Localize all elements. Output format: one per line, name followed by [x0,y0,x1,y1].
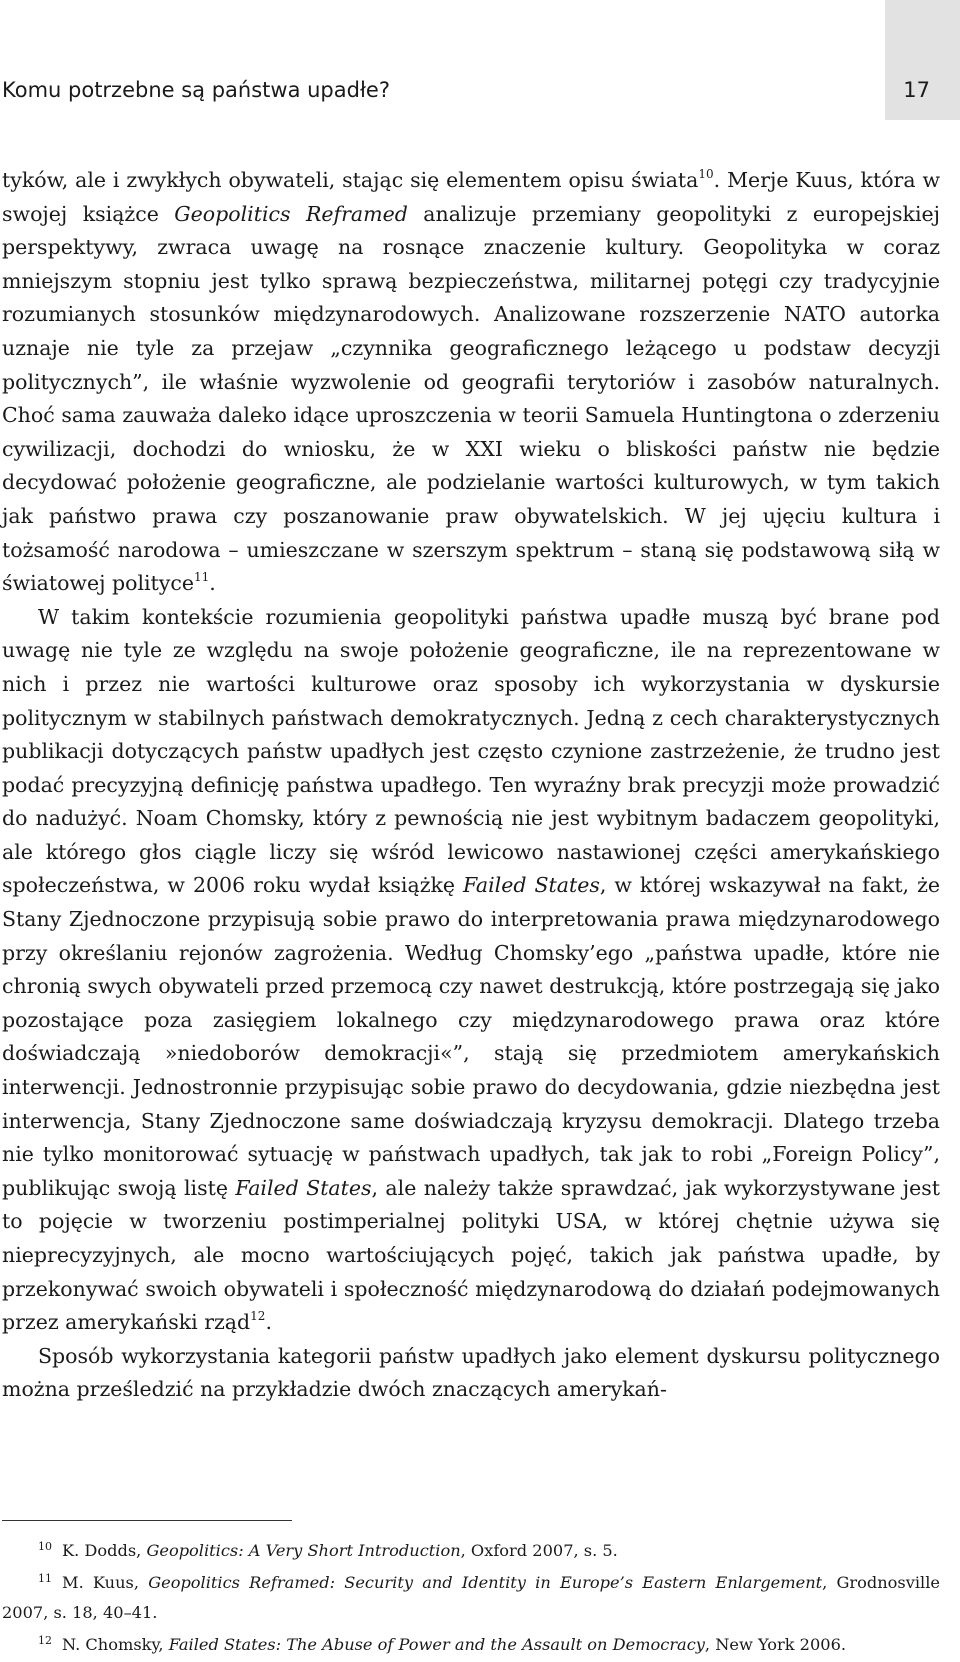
text-run: K. Dodds, [62,1541,147,1560]
footnote-ref[interactable]: 10 [698,167,714,181]
footnote [2,1536,940,1566]
paragraph [2,601,940,1340]
footnote-number: 11 [38,1572,52,1585]
footnote-ref[interactable]: 12 [250,1309,266,1324]
footnote-number: 12 [38,1634,52,1647]
text-run: analizuje przemiany geopolityki z europejskiej perspektywy, zwraca uwagę na rosnące znaczenie kultury. Geopolityka w coraz mniejszym stopniu jest tylko sprawą bezpieczeństwa, militarnej potęgi czy tradycyjnie rozumianych stosunków międzynarodowych. Analizowane rozszerzenie NATO autorka uznaje nie tyle za przejaw „czynnika geograficznego leżącego u podstaw decyzji politycznych”, ile właśnie wyzwolenie od geografii terytoriów i zasobów naturalnych. Choć sama zauważa daleko idące uproszczenia w teorii Samuela Huntingtona o zderzeniu cywilizacji, dochodzi do wniosku, że w XXI wieku o bliskości państw nie będzie decydować położenie geograficzne, ale podzielanie wartości kulturowych, w tym takich jak państwo prawa czy poszanowanie praw obywatelskich. W jej ujęciu kultura i tożsamość narodowa – umieszczane w szerszym spektrum – staną się podstawową siłą w światowej polityce [2,201,941,596]
footnote-ref[interactable]: 11 [194,570,210,585]
footnote-number: 10 [38,1540,52,1553]
text-run: N. Chomsky, [62,1635,169,1654]
text-run: , Grodnosville 2007, s. 18, 40–41. [2,1573,940,1622]
text-run: . Merje Kuus, która w swojej książce [2,168,940,226]
text-run: W takim kontekście rozumienia geopolityki państwa upadłe muszą być brane pod uwagę nie tyle ze względu na swoje położenie geograficzne, ile na reprezentowane w nich i przez nie wartości kulturowe oraz sposoby ich wykorzystania w dyskursie politycznym w stabilnych państwach demokratycznych. Jedną z cech charakterystycznych publikacji dotyczących państw upadłych jest często czynione zastrzeżenie, że trudno jest podać precyzyjną definicję państwa upadłego. Ten wyraźny brak precyzji może prowadzić do nadużyć. Noam Chomsky, który z pewnością nie jest wybitnym badaczem geopolityki, ale którego głos ciągle liczy się wśród lewicowo nastawionej części amerykańskiego społeczeństwa, w 2006 roku wydał książkę [2,604,940,898]
running-title: Komu potrzebne są państwa upadłe? [2,78,390,102]
body-text [2,164,940,1407]
text-run: tyków, ale i zwykłych obywateli, stając się elementem opisu świata [2,168,699,192]
running-header [0,72,960,108]
text-run: , ale należy także sprawdzać, jak wykorzystywane jest to pojęcie w tworzeniu postimperialnej polityki USA, w której chętnie używa się nieprecyzyjnych, ale mocno wartościujących pojęć, takich jak państwa upadłe, by przekonywać swoich obywateli i społeczność międzynarodową do działań podejmowanych przez amerykański rząd [2,1175,940,1335]
paragraph [2,1340,940,1407]
footnote [2,1630,940,1660]
paragraph [2,164,940,601]
book-title: Geopolitics Reframed: Security and Identity in Europe’s Eastern Enlargement [148,1573,823,1592]
footnote [2,1568,940,1628]
text-run: , w której wskazywał na fakt, że Stany Zjednoczone przypisują sobie prawo do interpretowania prawa międzynarodowego przy określaniu rejonów zagrożenia. Według Chomsky’ego „państwa upadłe, które nie chronią swych obywateli przed przemocą czy nawet destrukcją, które postrzegają się jako pozostające poza zasięgiem lokalnego czy międzynarodowego prawa oraz które doświadczają »niedoborów demokracji«”, stają się przedmiotem amerykańskich interwencji. Jednostronnie przypisując sobie prawo do decydowania, gdzie niezbędna jest interwencja, Stany Zjednoczone same doświadczają kryzysu demokracji. Dlatego trzeba nie tylko monitorować sytuację w państwach upadłych, tak jak to robi „Foreign Policy”, publikując swoją listę [2,873,940,1200]
footnotes [2,1536,940,1662]
book-title: Failed States: The Abuse of Power and the Assault on Democracy [168,1635,705,1654]
book-title: Geopolitics Reframed [174,201,408,226]
book-title: Geopolitics: A Very Short Introduction [146,1541,461,1560]
book-title: Failed States [463,873,600,898]
page-number: 17 [903,78,930,102]
book-title: Failed States [235,1175,372,1200]
footnote-divider [2,1520,292,1521]
text-run: . [209,571,216,596]
text-run: , New York 2006. [704,1635,847,1654]
text-run: , Oxford 2007, s. 5. [460,1541,618,1560]
text-run: . [265,1310,272,1335]
text-run: Sposób wykorzystania kategorii państw upadłych jako element dyskursu politycznego można prześledzić na przykładzie dwóch znaczących amerykań- [2,1343,940,1402]
text-run: M. Kuus, [62,1573,149,1592]
